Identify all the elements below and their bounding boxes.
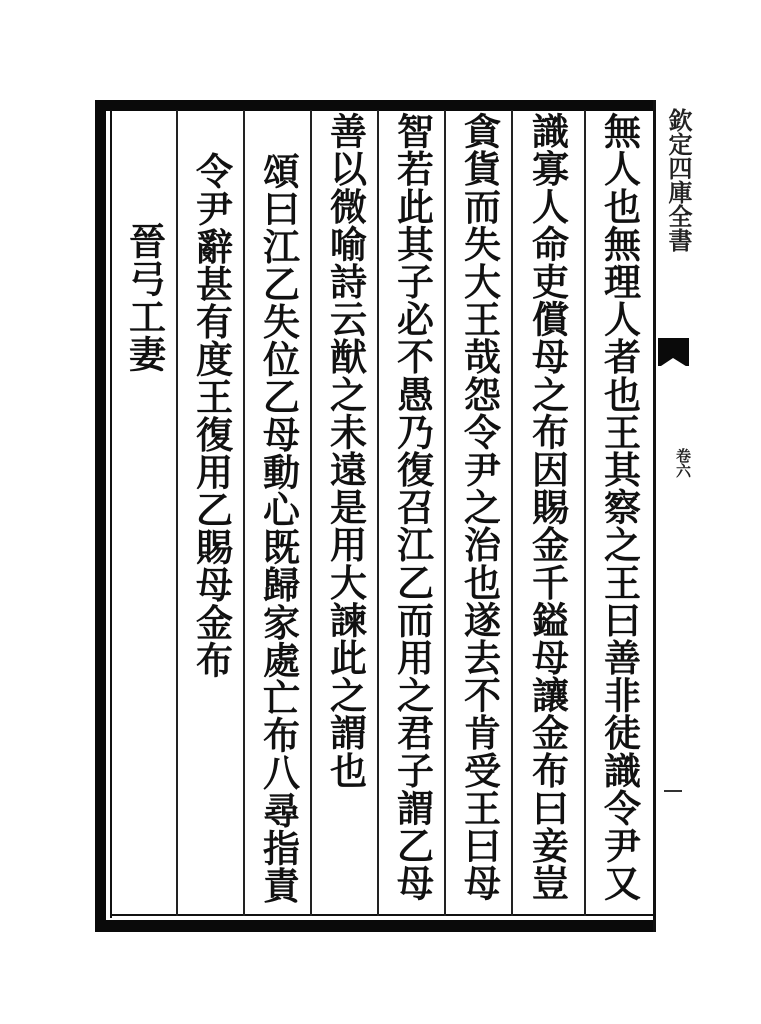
column-text: 貪貨而失大王哉怨令尹之治也遂去不肯受王曰母 (457, 112, 502, 902)
section-heading: 晉弓工妻 (122, 222, 167, 373)
margin-page-mark (664, 790, 682, 792)
text-column-6 (247, 112, 309, 914)
margin-chapter-label: 卷六 (674, 448, 692, 478)
column-text: 頌曰江乙失位乙母動心既歸家處亡布八尋指責 (256, 152, 301, 904)
column-divider (176, 110, 178, 916)
text-column-8 (113, 112, 175, 914)
fishtail-notch (658, 358, 689, 368)
column-text: 令尹辭甚有度王復用乙賜母金布 (189, 152, 234, 679)
column-divider (377, 110, 379, 916)
page-frame-inner-left-rule (110, 110, 112, 918)
margin-book-title: 欽定四庫全書 (664, 108, 693, 252)
column-divider (310, 110, 312, 916)
page-frame-inner-bottom-rule (110, 914, 655, 916)
page-frame-top-border (95, 100, 655, 111)
text-column-1 (588, 112, 650, 914)
column-text: 識寡人命吏償母之布因賜金千鎰母讓金布曰妾豈 (525, 112, 570, 902)
text-column-3 (448, 112, 510, 914)
text-column-2 (516, 112, 578, 914)
text-column-7 (180, 112, 242, 914)
column-divider (511, 110, 513, 916)
column-text: 善以微喻詩云猷之未遠是用大諫此之謂也 (323, 112, 368, 789)
text-column-4 (381, 112, 443, 914)
column-divider (584, 110, 586, 916)
column-text: 智若此其子必不愚乃復召江乙而用之君子謂乙母 (390, 112, 435, 902)
column-divider (243, 110, 245, 916)
page-frame-bottom-border (95, 920, 655, 932)
margin-strip (656, 100, 691, 932)
column-text: 無人也無理人者也王其察之王曰善非徒識令尹又 (597, 112, 642, 902)
page-frame-left-border (95, 100, 106, 932)
column-divider (444, 110, 446, 916)
text-column-5 (314, 112, 376, 914)
